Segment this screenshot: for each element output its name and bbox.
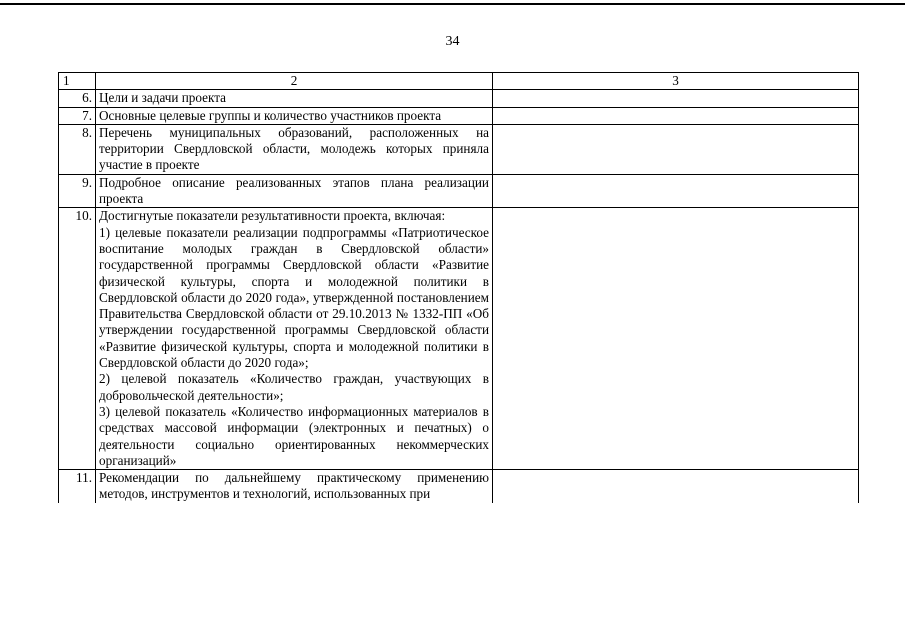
- top-border-line: [0, 3, 905, 5]
- row-value-cell: [493, 124, 859, 174]
- row-description: Основные целевые группы и количество участников проекта: [96, 107, 493, 124]
- indicator-item-2: 2) целевой показатель «Количество граждан, участвующих в добровольческой деятельности»;: [99, 371, 489, 403]
- indicator-item-1: 1) целевые показатели реализации подпрограммы «Патриотическое воспитание молодых граждан в Свердловской области» государственной программы Свердловской области «Развитие физической культуры, спорта и молодежной политики в Свердловской области до 2020 года», утвержденной постановлением Правительства Свердловской области от 29.10.2013 № 1332-ПП «Об утверждении государственной программы Свердловской области «Развитие физической культуры, спорта и молодежной политики в Свердловской области до 2020 года»;: [99, 224, 489, 371]
- row-value-cell: [493, 107, 859, 124]
- row-number: 9.: [59, 174, 96, 208]
- table-row: [59, 107, 859, 124]
- row-number: 11.: [59, 470, 96, 503]
- row-number: 7.: [59, 107, 96, 124]
- row-value-cell: [493, 90, 859, 107]
- row-number: 8.: [59, 124, 96, 174]
- table-row: [59, 90, 859, 107]
- header-col-1: 1: [59, 73, 96, 90]
- row-value-cell: [493, 470, 859, 503]
- row-number: 10.: [59, 208, 96, 470]
- row-intro-text: Достигнутые показатели результативности проекта, включая:: [99, 208, 446, 224]
- table-row: [59, 174, 859, 208]
- project-report-table: [58, 72, 859, 503]
- table-row: [59, 124, 859, 174]
- row-description: Рекомендации по дальнейшему практическому применению методов, инструментов и технологий, использованных при: [96, 470, 493, 503]
- table-row: [59, 470, 859, 503]
- page-number: 34: [445, 34, 460, 49]
- row-description: Перечень муниципальных образований, расположенных на территории Свердловской области, молодежь которых приняла участие в проекте: [96, 124, 493, 174]
- row-number: 6.: [59, 90, 96, 107]
- header-col-2: 2: [96, 73, 493, 90]
- header-col-3: 3: [493, 73, 859, 90]
- indicator-item-3: 3) целевой показатель «Количество информационных материалов в средствах массовой информации (электронных и печатных) о деятельности социально ориентированных некоммерческих организаций»: [99, 403, 489, 468]
- row-value-cell: [493, 208, 859, 470]
- table-row: [59, 208, 859, 470]
- table-header-row: [59, 73, 859, 90]
- row-description: Подробное описание реализованных этапов плана реализации проекта: [96, 174, 493, 208]
- row-description: [96, 208, 493, 470]
- row-description: Цели и задачи проекта: [96, 90, 493, 107]
- row-value-cell: [493, 174, 859, 208]
